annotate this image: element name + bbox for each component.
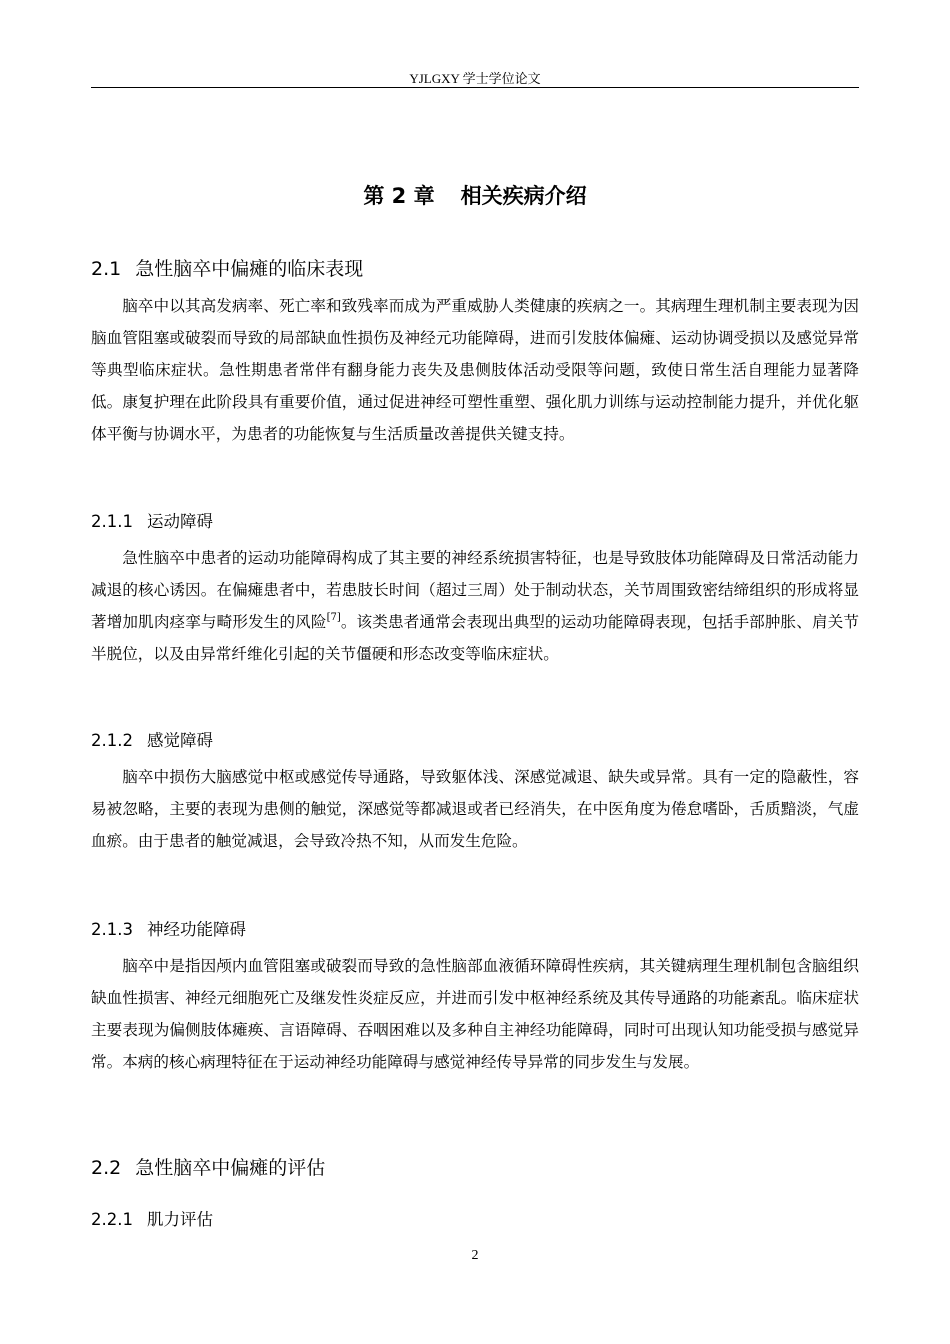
section-title: 感觉障碍	[146, 731, 213, 750]
chapter-name: 相关疾病介绍	[460, 184, 587, 208]
paragraph-2-1-2: 脑卒中损伤大脑感觉中枢或感觉传导通路，导致躯体浅、深感觉减退、缺失或异常。具有一定的隐蔽性，容易被忽略，主要的表现为患侧的触觉，深感觉等都减退或者已经消失，在中医角度为倦怠嗜卧，舌质黯淡，气虚血瘀。由于患者的触觉减退，会导致冷热不知，从而发生危险。	[91, 768, 859, 850]
section-heading-2-1	[91, 254, 363, 281]
citation-ref[interactable]: [7]	[326, 612, 341, 623]
section-heading-2-1-3	[91, 916, 246, 940]
section-number: 2.1	[91, 258, 122, 280]
section-number: 2.2	[91, 1157, 122, 1179]
section-heading-2-2-1	[91, 1206, 213, 1230]
section-title: 神经功能障碍	[146, 920, 246, 939]
paragraph-2-1: 脑卒中以其高发病率、死亡率和致残率而成为严重威胁人类健康的疾病之一。其病理生理机制主要表现为因脑血管阻塞或破裂而导致的局部缺血性损伤及神经元功能障碍，进而引发肢体偏瘫、运动协调受损以及感觉异常等典型临床症状。急性期患者常伴有翻身能力丧失及患侧肢体活动受限等问题，致使日常生活自理能力显著降低。康复护理在此阶段具有重要价值，通过促进神经可塑性重塑、强化肌力训练与运动控制能力提升，并优化躯体平衡与协调水平，为患者的功能恢复与生活质量改善提供关键支持。	[91, 297, 859, 443]
chapter-title	[0, 180, 950, 210]
section-title: 急性脑卒中偏瘫的评估	[135, 1157, 326, 1179]
running-header: YJLGXY 学士学位论文	[409, 71, 541, 86]
section-title: 运动障碍	[146, 512, 213, 531]
paragraph-text: 。该类患者通常会表现出典型的运动功能障碍表现，包括手部肿胀、肩关节半脱位，以及由异常纤维化引起的关节僵硬和形态改变等临床症状。	[91, 613, 859, 663]
section-number: 2.2.1	[91, 1210, 133, 1229]
paragraph-2-1-1	[91, 542, 859, 670]
section-heading-2-1-2	[91, 727, 213, 751]
section-title: 肌力评估	[146, 1210, 213, 1229]
section-heading-2-2	[91, 1153, 325, 1180]
paragraph-text: 急性脑卒中患者的运动功能障碍构成了其主要的神经系统损害特征，也是导致肢体功能障碍及日常活动能力减退的核心诱因。在偏瘫患者中，若患肢长时间（超过三周）处于制动状态，关节周围致密结缔组织的形成将显著增加肌肉痉挛与畸形发生的风险	[91, 549, 859, 631]
section-number: 2.1.1	[91, 512, 133, 531]
section-number: 2.1.2	[91, 731, 133, 750]
header-rule	[91, 87, 859, 88]
section-title: 急性脑卒中偏瘫的临床表现	[135, 258, 364, 280]
page-number: 2	[471, 1248, 479, 1263]
paragraph-2-1-3: 脑卒中是指因颅内血管阻塞或破裂而导致的急性脑部血液循环障碍性疾病，其关键病理生理机制包含脑组织缺血性损害、神经元细胞死亡及继发性炎症反应，并进而引发中枢神经系统及其传导通路的功能紊乱。临床症状主要表现为偏侧肢体瘫痪、言语障碍、吞咽困难以及多种自主神经功能障碍，同时可出现认知功能受损与感觉异常。本病的核心病理特征在于运动神经功能障碍与感觉神经传导异常的同步发生与发展。	[91, 957, 859, 1071]
chapter-number: 第 2 章	[363, 184, 435, 208]
section-number: 2.1.3	[91, 920, 133, 939]
section-heading-2-1-1	[91, 508, 213, 532]
